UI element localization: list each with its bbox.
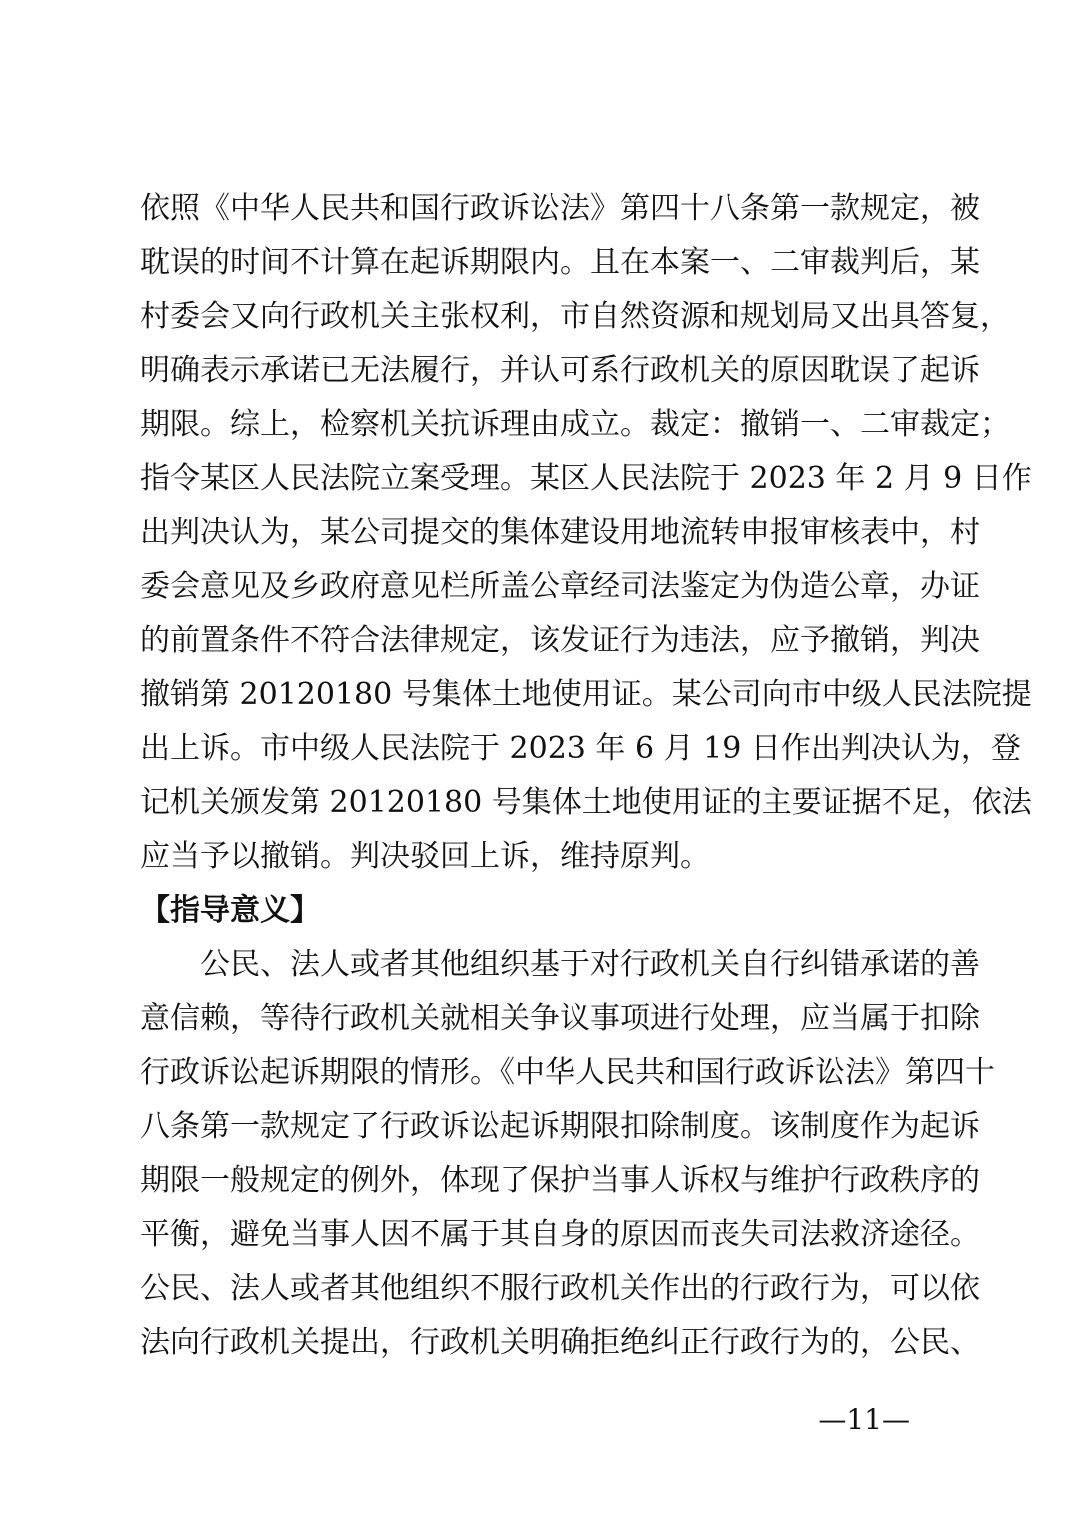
text-line: 应当予以撤销。判决驳回上诉，维持原判。	[140, 839, 710, 874]
text-line: 期限。综上，检察机关抗诉理由成立。裁定：撤销一、二审裁定；	[140, 407, 1010, 442]
text-line: 平衡，避免当事人因不属于其自身的原因而丧失司法救济途径。	[140, 1217, 980, 1252]
text-line: 村委会又向行政机关主张权利，市自然资源和规划局又出具答复，	[140, 299, 1010, 334]
section-heading: 【指导意义】	[140, 893, 320, 928]
page-number: —11—	[818, 1403, 910, 1436]
text-line: 行政诉讼起诉期限的情形。《中华人民共和国行政诉讼法》第四十	[140, 1055, 995, 1090]
text-line: 依照《中华人民共和国行政诉讼法》第四十八条第一款规定，被	[140, 191, 980, 226]
paragraph-1	[140, 182, 1032, 1370]
text-line: 八条第一款规定了行政诉讼起诉期限扣除制度。该制度作为起诉	[140, 1109, 980, 1144]
text-line: 期限一般规定的例外，体现了保护当事人诉权与维护行政秩序的	[140, 1163, 980, 1198]
text-line: 委会意见及乡政府意见栏所盖公章经司法鉴定为伪造公章，办证	[140, 569, 980, 604]
text-line: 公民、法人或者其他组织基于对行政机关自行纠错承诺的善	[200, 947, 980, 982]
text-line: 记机关颁发第 20120180 号集体土地使用证的主要证据不足，依法	[140, 785, 1032, 820]
text-line: 公民、法人或者其他组织不服行政机关作出的行政行为，可以依	[140, 1271, 980, 1306]
text-line: 指令某区人民法院立案受理。某区人民法院于 2023 年 2 月 9 日作	[140, 461, 1032, 496]
text-line: 撤销第 20120180 号集体土地使用证。某公司向市中级人民法院提	[140, 677, 1032, 712]
text-line: 的前置条件不符合法律规定，该发证行为违法，应予撤销，判决	[140, 623, 980, 658]
text-line: 意信赖，等待行政机关就相关争议事项进行处理，应当属于扣除	[140, 1001, 980, 1036]
text-line: 出上诉。市中级人民法院于 2023 年 6 月 19 日作出判决认为，登	[140, 731, 1021, 766]
text-line: 出判决认为，某公司提交的集体建设用地流转申报审核表中，村	[140, 515, 980, 550]
text-line: 明确表示承诺已无法履行，并认可系行政机关的原因耽误了起诉	[140, 353, 980, 388]
text-line: 耽误的时间不计算在起诉期限内。且在本案一、二审裁判后，某	[140, 245, 980, 280]
text-line: 法向行政机关提出，行政机关明确拒绝纠正行政行为的，公民、	[140, 1325, 980, 1360]
